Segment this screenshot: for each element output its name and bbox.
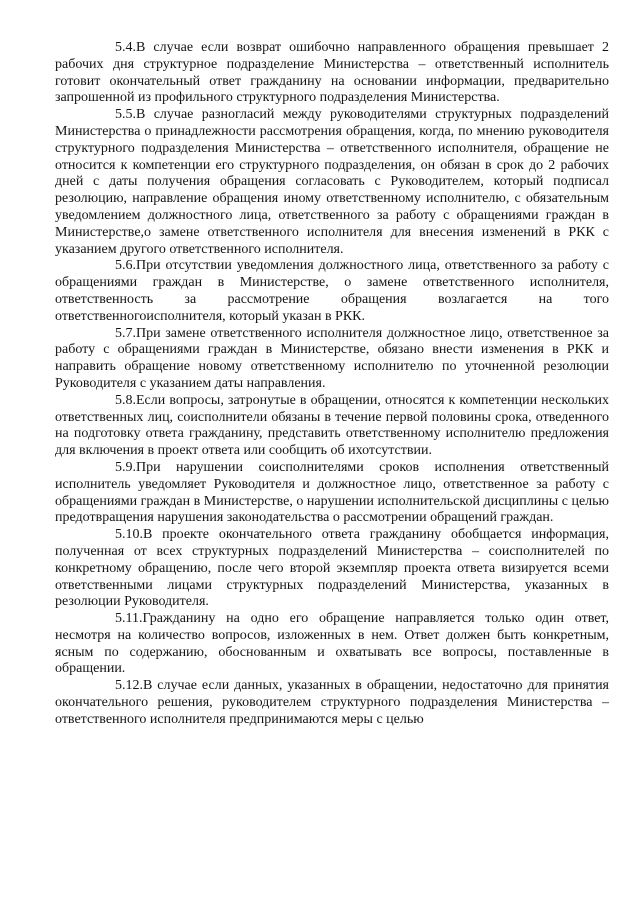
paragraph-number: 5.11.	[115, 611, 143, 627]
paragraph-text: Если вопросы, затронутые в обращении, относятся к компетенции нескольких ответственных лиц, соисполнители обязаны в течение первой половины срока, отведенного на подготовку ответа гражданину, представить ответственному исполнителю предложения для включения в проект ответа или сообщить об ихотсутствии.	[55, 392, 609, 459]
paragraph-5-10	[55, 527, 609, 611]
paragraph-5-9	[55, 460, 609, 527]
paragraph-number: 5.4.	[115, 40, 136, 55]
paragraph-text: При замене ответственного исполнителя должностное лицо, ответственное за работу с обращениями граждан в Министерстве, обязано внести изменения в РКК и направить обращение новому ответственному исполнителю по уточненной резолюции Руководителя с указанием даты направления.	[55, 325, 609, 391]
paragraph-text: В проекте окончательного ответа гражданину обобщается информация, полученная от всех структурных подразделений Министерства – соисполнителей по конкретному обращению, после чего второй экземпляр проекта ответа визируется всеми ответственными лицами структурных подразделений Министерства, указанных в резолюции Руководителя.	[55, 527, 609, 610]
paragraph-5-4	[55, 40, 609, 107]
paragraph-text: В случае разногласий между руководителями структурных подразделений Министерства о принадлежности рассмотрения обращения, когда, по мнению руководителя структурного подразделения Министерства – ответственного исполнителя, обращение не относится к компетенции его структурного подразделения, он обязан в срок до 2 рабочих дней с даты получения обращения согласовать с Руководителем, который подписал резолюцию, направление обращения иному ответственному исполнителю, с обязательным уведомлением должностного лица, ответственного за работу с обращениями граждан в Министерстве,о замене ответственного исполнителя для внесения изменений в РКК с указанием другого ответственного исполнителя.	[55, 107, 609, 257]
paragraph-number: 5.7.	[115, 325, 136, 341]
paragraph-text: При нарушении соисполнителями сроков исполнения ответственный исполнитель уведомляет Руководителя и должностное лицо, ответственное за работу с обращениями граждан в Министерстве, о нарушении исполнительской дисциплины с целью предотвращения нарушения законодательства о рассмотрении обращений граждан.	[55, 459, 609, 526]
paragraph-text: Гражданину на одно его обращение направляется только один ответ, несмотря на количество вопросов, изложенных в нем. Ответ должен быть конкретным, ясным по содержанию, обоснованным и охватывать все вопросы, поставленные в обращении.	[55, 611, 609, 677]
paragraph-number: 5.5.	[115, 107, 136, 123]
paragraph-number: 5.10.	[115, 527, 143, 543]
paragraph-5-7	[55, 326, 609, 393]
paragraph-text: В случае если данных, указанных в обращении, недостаточно для принятия окончательного решения, руководителем структурного подразделения Министерства – ответственного исполнителя предпринимаются меры с целью	[55, 678, 609, 727]
paragraph-number: 5.12.	[115, 678, 143, 694]
paragraph-5-11	[55, 611, 609, 678]
paragraph-number: 5.9.	[115, 459, 136, 475]
paragraph-text: При отсутствии уведомления должностного лица, ответственного за работу с обращениями граждан в Министерстве, о замене ответственного исполнителя, ответственность за рассмотрение обращения возлагается на того ответственногоисполнителя, который указан в РКК.	[55, 258, 609, 324]
paragraph-number: 5.8.	[115, 392, 136, 408]
paragraph-5-12	[55, 678, 609, 728]
paragraph-5-5	[55, 107, 609, 258]
paragraph-5-8	[55, 393, 609, 460]
paragraph-5-6	[55, 258, 609, 325]
document-page	[55, 40, 609, 729]
paragraph-text: В случае если возврат ошибочно направленного обращения превышает 2 рабочих дня структурное подразделение Министерства – ответственный исполнитель готовит окончательный ответ гражданину на основании информации, предварительно запрошенной из профильного структурного подразделения Министерства.	[55, 40, 609, 106]
paragraph-number: 5.6.	[115, 258, 136, 274]
